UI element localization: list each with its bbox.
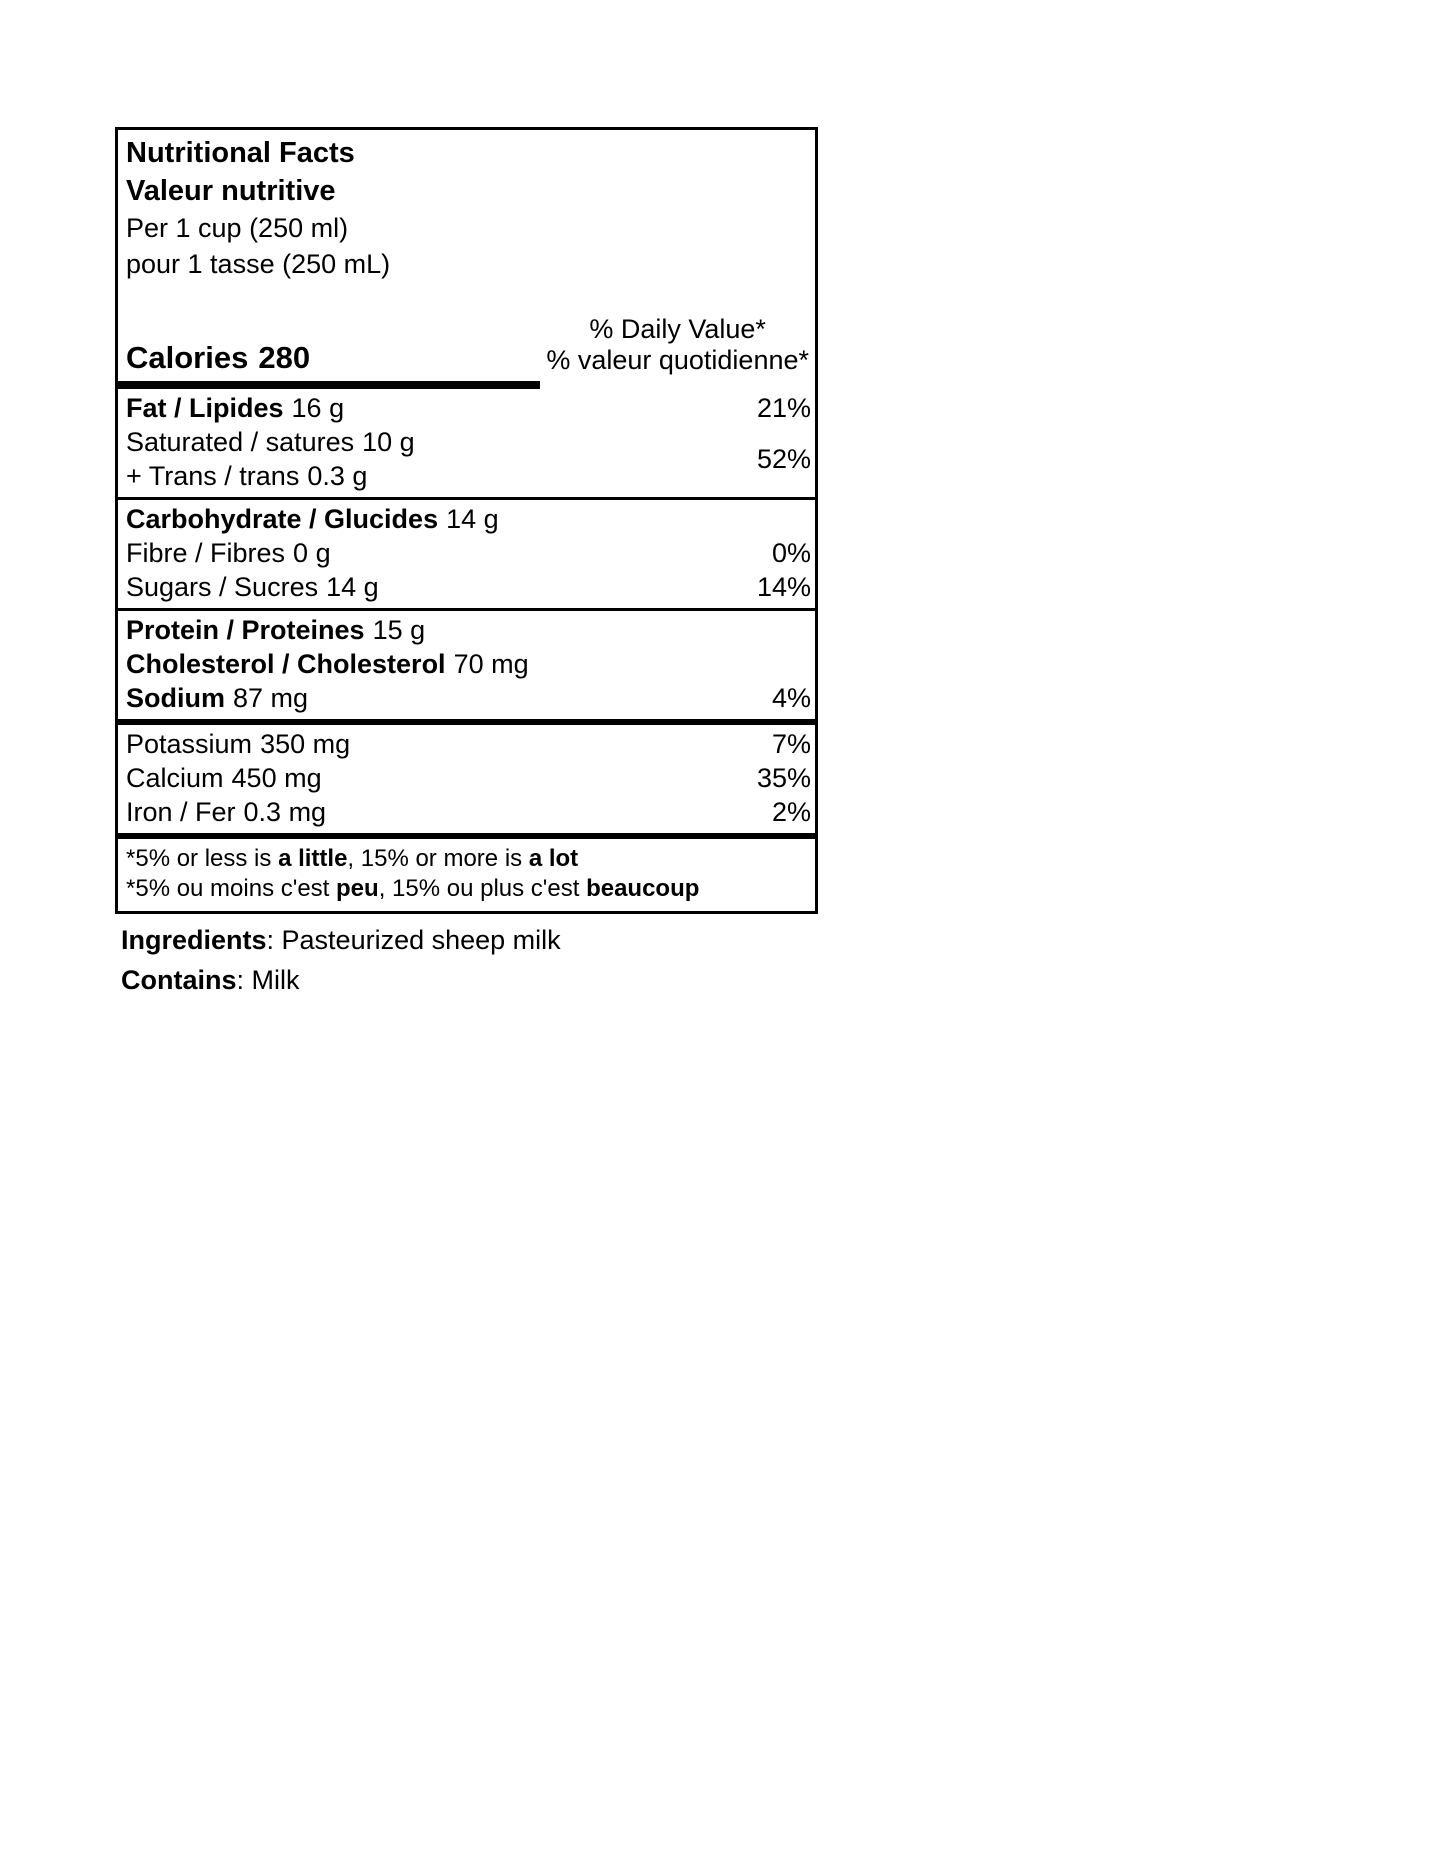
nutrient-percent: 21% [756,393,811,423]
nutrient-amount: 70 mg [453,649,529,679]
nutrient-row-iron [118,795,815,829]
nutrient-name: Iron / Fer [126,797,236,827]
contains-line [121,960,561,1000]
nutrient-row-potassium [118,727,815,761]
nutrient-name: Fat / Lipides [126,393,284,423]
contains-label: Contains [121,965,237,995]
ingredients-section [121,920,561,1000]
nutrient-amount: 0 g [293,538,331,568]
daily-value-header [546,314,809,376]
title-en: Nutritional Facts [126,137,355,169]
contains-value: : Milk [236,965,300,995]
serving-size-en: Per 1 cup (250 ml) [126,213,349,243]
nutrient-row-carbohydrate [118,502,815,536]
nutrient-name: Sugars / Sucres [126,572,319,602]
nutrient-amount: 14 g [446,504,499,534]
nutrient-amount: 87 mg [233,683,309,713]
nutrient-amount: 0.3 mg [243,797,327,827]
fat-group [118,389,815,497]
minerals-group [118,719,815,833]
saturated-trans-percent: 52% [756,443,811,474]
footnote [118,833,815,911]
nutrient-row-protein [118,613,815,647]
nutrient-row-saturated [118,425,757,459]
carbohydrate-group [118,497,815,608]
nutrient-row-fat [118,391,815,425]
nutrient-name: Potassium [126,729,253,759]
nutrient-amount: 350 mg [260,729,351,759]
nutrient-name: Cholesterol / Cholesterol [126,649,446,679]
serving-size-fr: pour 1 tasse (250 mL) [126,249,391,279]
nutrient-percent: 35% [756,763,811,793]
protein-group [118,608,815,719]
calories-row [118,282,815,378]
footnote-en: *5% or less is a little, 15% or more is a lot [126,845,579,872]
calories [126,340,310,376]
nutrient-percent: 14% [756,572,811,602]
saturated-trans-subgroup [118,425,815,493]
nutrient-amount: 450 mg [231,763,322,793]
daily-value-en: % Daily Value* [589,314,766,344]
nutrient-name: Calcium [126,763,224,793]
calories-label: Calories [126,340,249,375]
nutrient-amount: 16 g [291,393,345,423]
nutrient-percent: 2% [771,797,811,827]
nutrient-percent: 7% [771,729,811,759]
nutrient-name: + Trans / trans [126,461,300,491]
ingredients-label: Ingredients [121,925,267,955]
title-fr: Valeur nutritive [126,175,336,207]
calories-value: 280 [258,340,311,375]
nutrient-percent: 0% [771,538,811,568]
nutrient-row-fibre [118,536,815,570]
nutrient-name: Protein / Proteines [126,615,365,645]
ingredients-value: : Pasteurized sheep milk [266,925,561,955]
nutrient-name: Carbohydrate / Glucides [126,504,439,534]
nutrient-amount: 10 g [362,427,415,457]
nutrient-percent: 4% [771,683,811,713]
nutrient-row-sugars [118,570,815,604]
nutrient-name: Sodium [126,683,225,713]
nutrient-amount: 15 g [372,615,426,645]
nutrient-row-cholesterol [118,647,815,681]
calories-underline [118,381,540,389]
nutrient-row-calcium [118,761,815,795]
nutrient-row-trans [118,459,757,493]
label-header [118,130,815,282]
nutrition-facts-label [115,127,818,914]
footnote-fr: *5% ou moins c'est peu, 15% ou plus c'est beaucoup [126,875,700,902]
nutrient-row-sodium [118,681,815,715]
nutrient-name: Fibre / Fibres [126,538,286,568]
nutrient-amount: 0.3 g [307,461,368,491]
nutrient-name: Saturated / satures [126,427,355,457]
nutrient-amount: 14 g [326,572,379,602]
daily-value-fr: % valeur quotidienne* [546,345,809,375]
ingredients-line [121,920,561,960]
